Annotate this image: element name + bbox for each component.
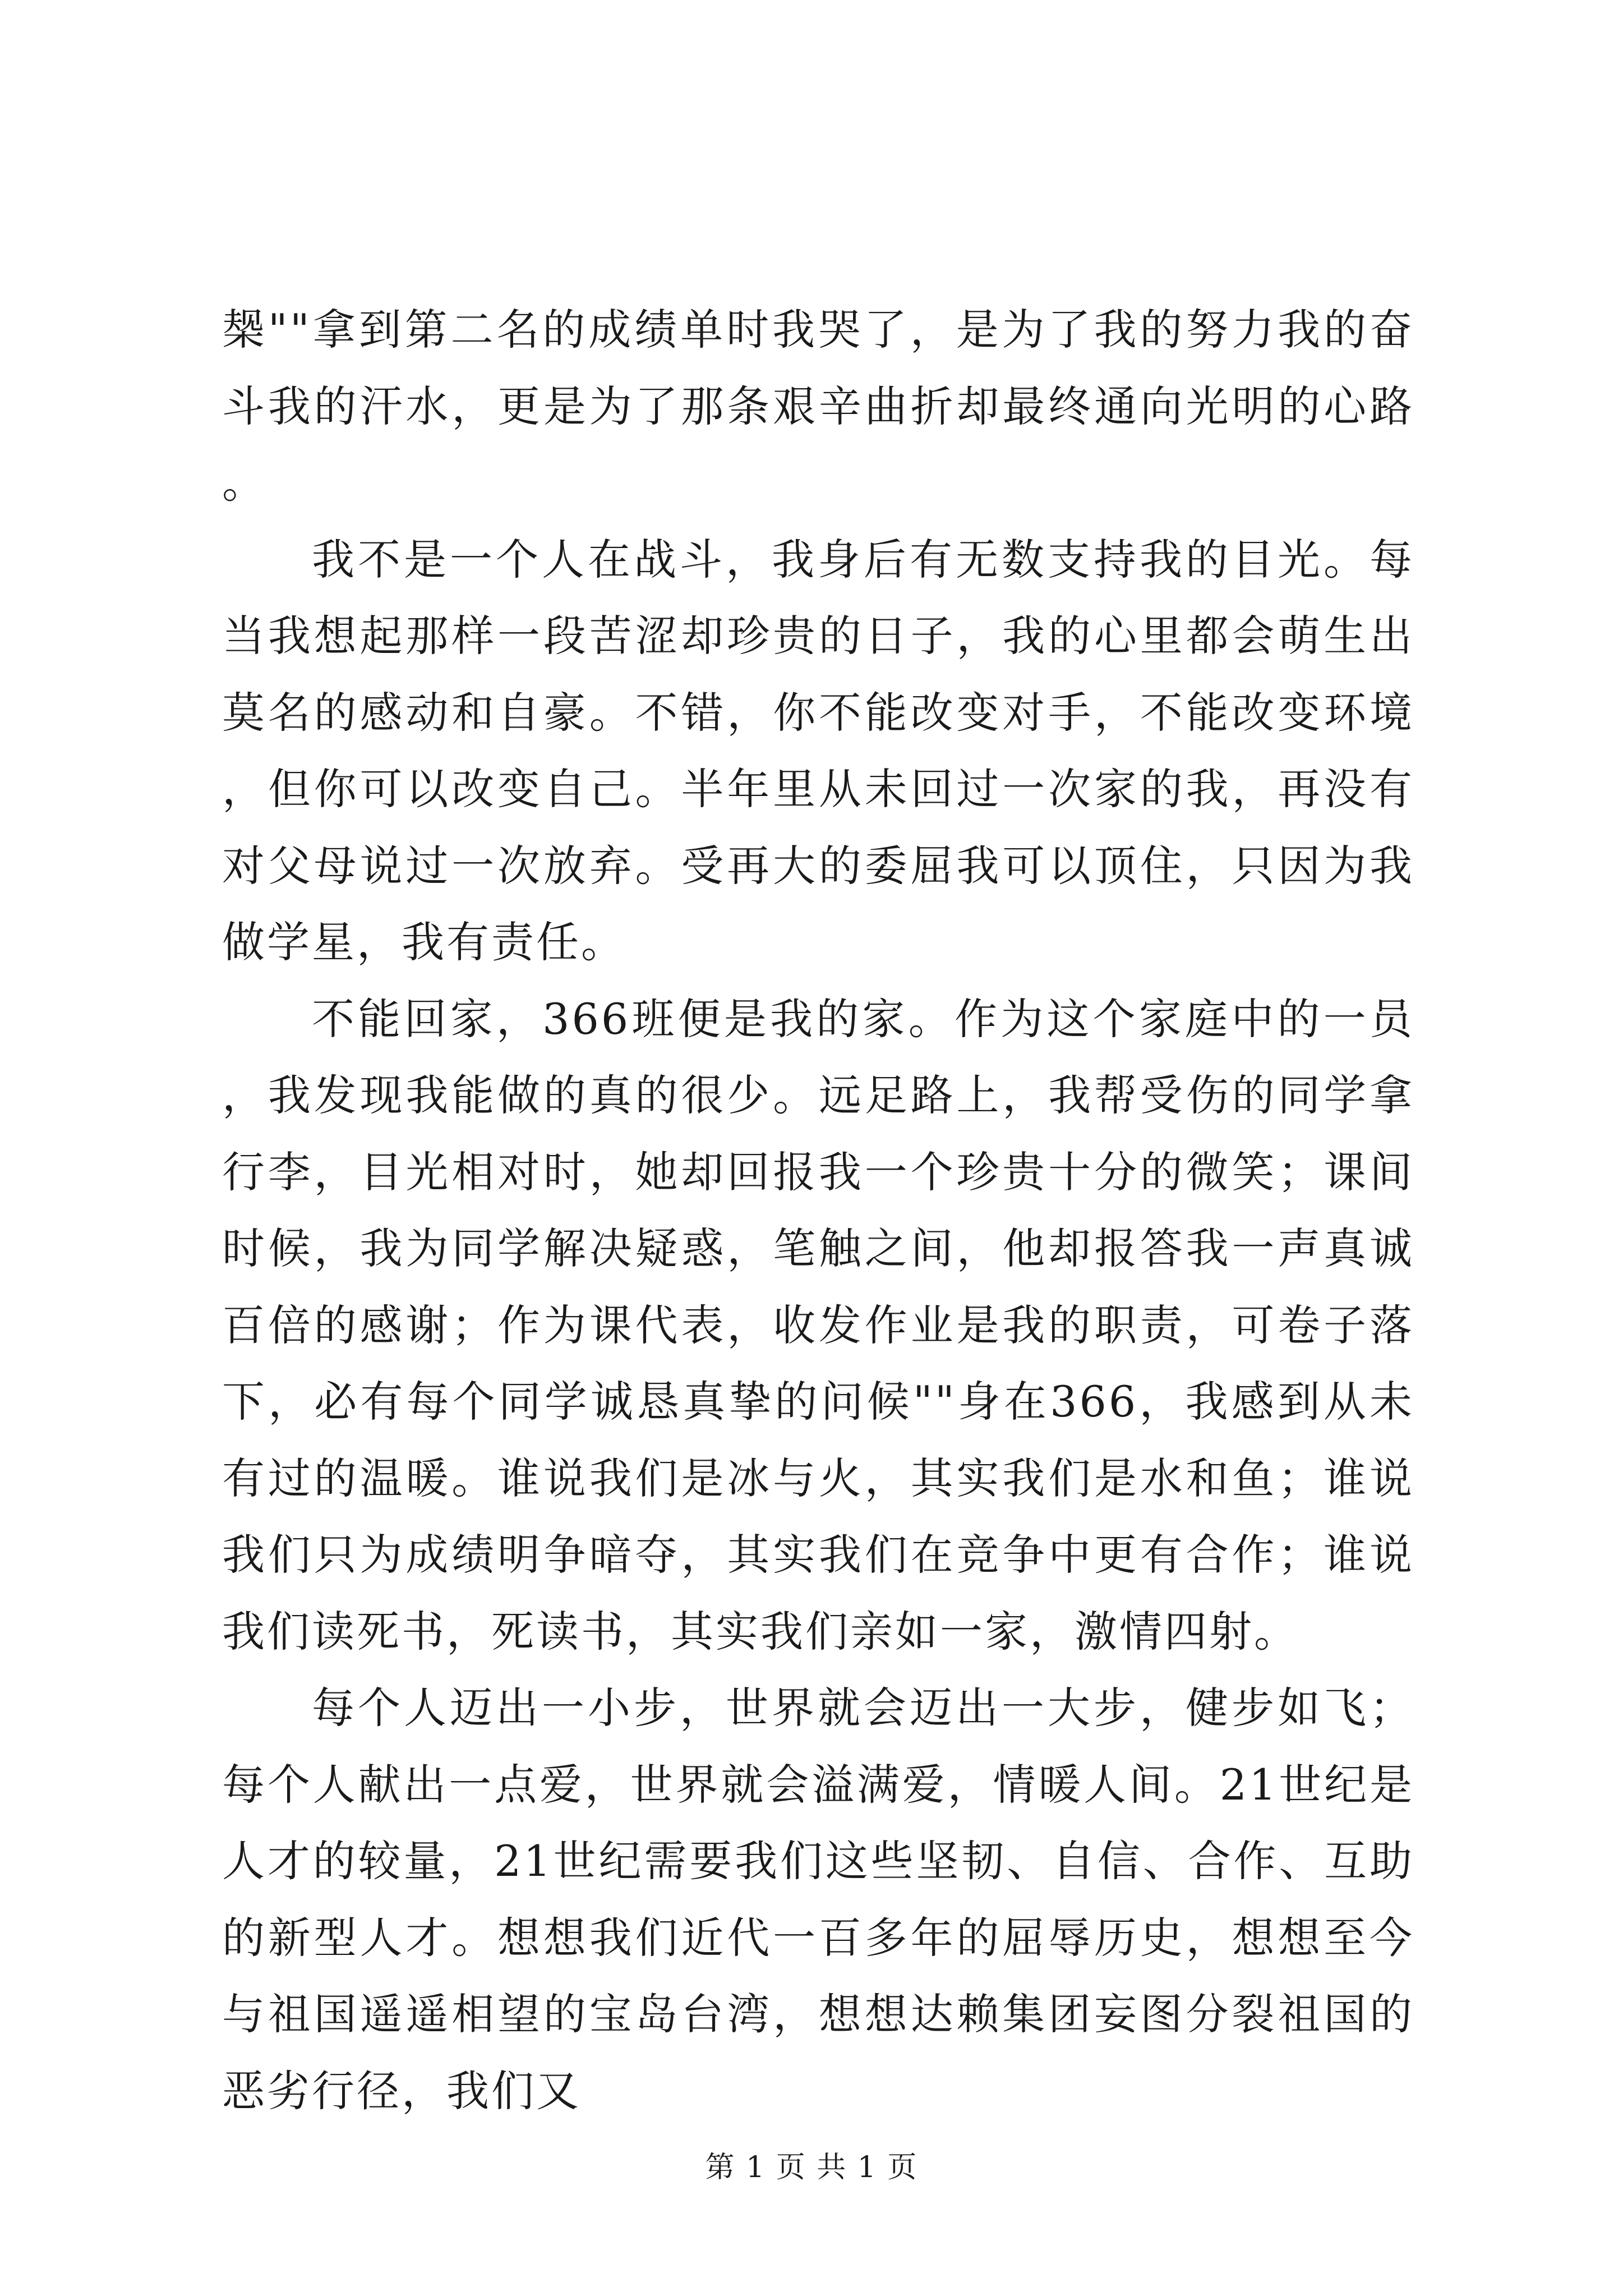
document-body: [222, 292, 1414, 2129]
paragraph-2: 我不是一个人在战斗，我身后有无数支持我的目光。每当我想起那样一段苦涩却珍贵的日子，我的心里都会萌生出莫名的感动和自豪。不错，你不能改变对手，不能改变环境，但你可以改变自己。半年里从未回过一次家的我，再没有对父母说过一次放弃。受再大的委屈我可以顶住，只因为我做学星，我有责任。: [222, 534, 1414, 967]
paragraph-4: 每个人迈出一小步，世界就会迈出一大步，健步如飞；每个人献出一点爱，世界就会溢满爱，情暖人间。21世纪是人才的较量，21世纪需要我们这些坚韧、自信、合作、互助的新型人才。想想我们近代一百多年的屈辱历史，想想至今与祖国遥遥相望的宝岛台湾，想想达赖集团妄图分裂祖国的恶劣行径，我们又: [222, 1683, 1414, 2116]
page-footer: 第 1 页 共 1 页: [705, 2151, 918, 2184]
paragraph-3: 不能回家，366班便是我的家。作为这个家庭中的一员，我发现我能做的真的很少。远足路上，我帮受伤的同学拿行李，目光相对时，她却回报我一个珍贵十分的微笑；课间时候，我为同学解决疑惑，笔触之间，他却报答我一声真诚百倍的感谢；作为课代表，收发作业是我的职责，可卷子落下，必有每个同学诚恳真挚的问候""身在366，我感到从未有过的温暖。谁说我们是冰与火，其实我们是水和鱼；谁说我们只为成绩明争暗夺，其实我们在竞争中更有合作；谁说我们读死书，死读书，其实我们亲如一家，激情四射。: [222, 993, 1414, 1657]
paragraph-1: 椝""拿到第二名的成绩单时我哭了，是为了我的努力我的奋斗我的汗水，更是为了那条艰辛曲折却最终通向光明的心路。: [222, 305, 1414, 508]
